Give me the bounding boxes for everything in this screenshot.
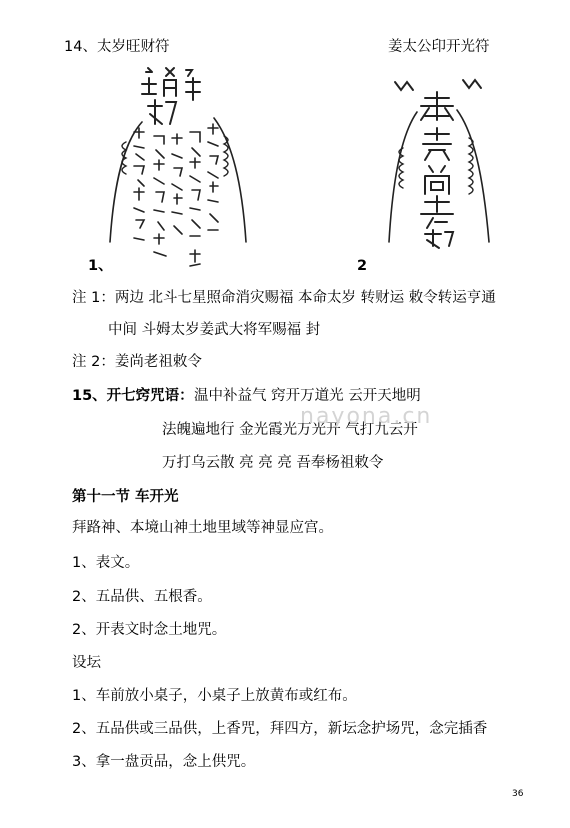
talisman-2-image: [385, 72, 500, 252]
list-item: 2、五品供或三品供，上香咒，拜四方，新坛念护场咒，念完插香: [72, 721, 488, 737]
note-1-line-1: 注 1：两边 北斗七星照命消灾赐福 本命太岁 转财运 敕令转运亨通: [72, 290, 496, 306]
figure-1-number: 1、: [88, 258, 113, 274]
talisman-1-image: [104, 62, 254, 272]
section-11-title: 第十一节 车开光: [72, 489, 179, 505]
list-item: 3、拿一盘贡品，念上供咒。: [72, 754, 256, 770]
section-15-label: 15、开七窍咒语：: [72, 388, 194, 404]
section-15-line-3: 万打乌云散 亮 亮 亮 吾奉杨祖敕令: [162, 455, 384, 471]
note-1-line-2: 中间 斗姆太岁姜武大将军赐福 封: [108, 322, 321, 338]
list-item: 2、开表文时念土地咒。: [72, 622, 227, 638]
page-number: 36: [512, 789, 524, 799]
talisman-right-heading: 姜太公印开光符: [388, 39, 490, 55]
section-15-line-1: 温中补益气 窍开万道光 云开天地明: [194, 388, 421, 404]
list-item: 1、车前放小桌子，小桌子上放黄布或红布。: [72, 688, 357, 704]
figure-2-number: 2: [357, 258, 368, 274]
list-item: 1、表文。: [72, 555, 140, 571]
list-item: 2、五品供、五根香。: [72, 589, 212, 605]
altar-title: 设坛: [72, 655, 101, 671]
section-15-line-2: 法魄遍地行 金光霞光万光开 气打九云开: [162, 422, 418, 438]
talisman-14-heading: 14、太岁旺财符: [64, 39, 170, 55]
watermark-text: nayona.cn: [300, 404, 433, 429]
section-11-intro: 拜路神、本境山神土地里域等神显应宫。: [72, 520, 333, 536]
note-2: 注 2：姜尚老祖敕令: [72, 354, 202, 370]
